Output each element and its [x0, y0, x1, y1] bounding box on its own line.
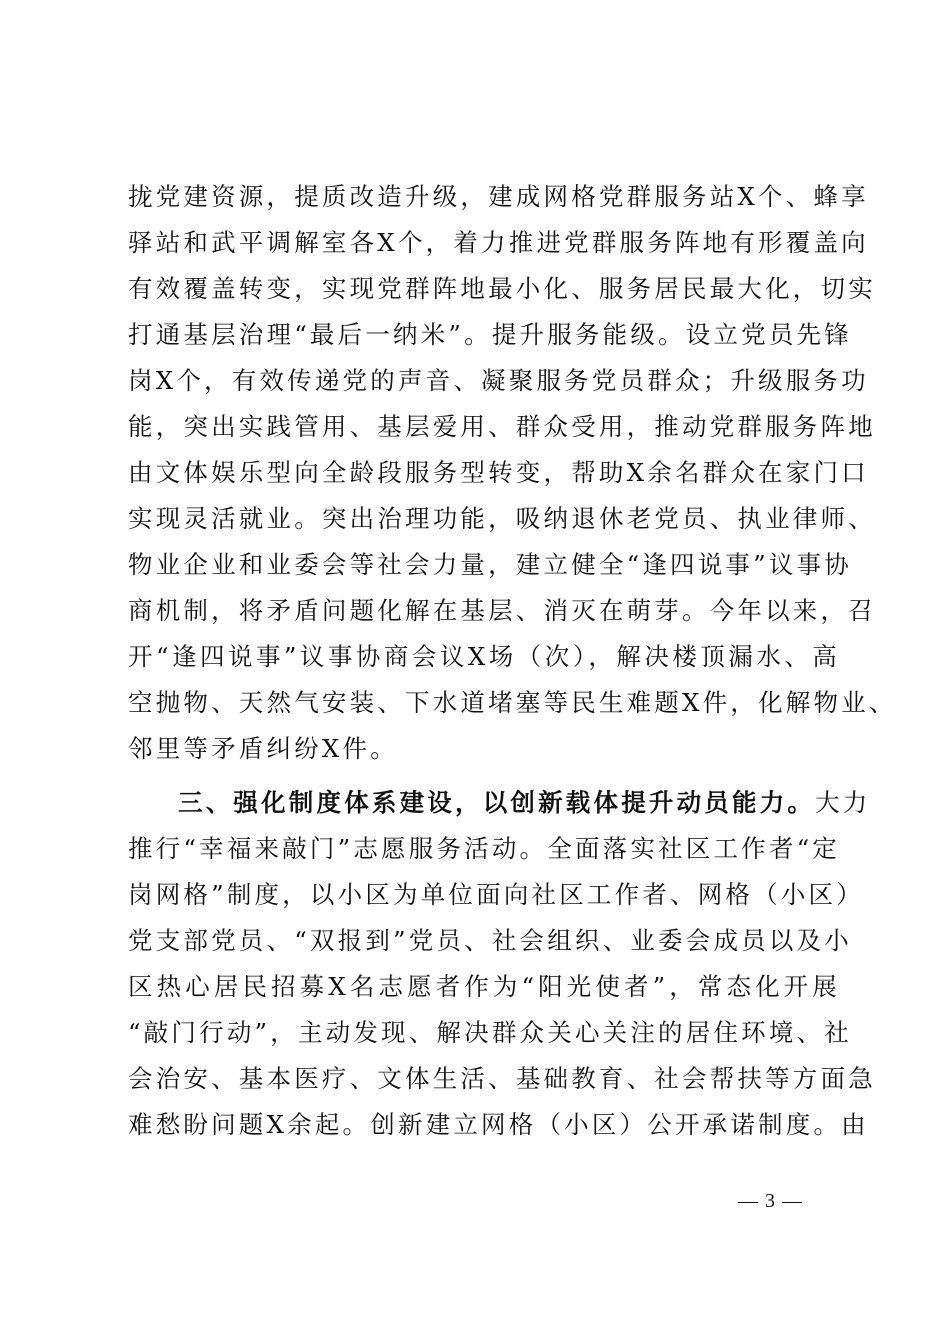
text-line: 难愁盼问题X余起。创新建立网格（小区）公开承诺制度。由 — [128, 1110, 869, 1139]
text-line: 打通基层治理“最后一纳米”。提升服务能级。设立党员先锋 — [128, 320, 852, 349]
text-line: 岗网格”制度，以小区为单位面向社区工作者、网格（小区） — [128, 880, 864, 909]
text-line: 党支部党员、“双报到”党员、社会组织、业委会成员以及小 — [128, 926, 852, 955]
text-line: “敲门行动”，主动发现、解决群众关心关注的居住环境、社 — [128, 1018, 852, 1047]
text-line: 空抛物、天然气安装、下水道堵塞等民生难题X件，化解物业、 — [128, 688, 897, 717]
text-line: 开“逢四说事”议事协商会议X场（次），解决楼顶漏水、高 — [128, 642, 840, 671]
text-line: 拢党建资源，提质改造升级，建成网格党群服务站X个、蜂享 — [128, 182, 869, 211]
text-line: 商机制，将矛盾问题化解在基层、消灭在萌芽。今年以来，召 — [128, 596, 876, 625]
text-line: 能，突出实践管用、基层爱用、群众受用，推动党群服务阵地 — [128, 412, 876, 441]
text-line: 岗X个，有效传递党的声音、凝聚服务党员群众；升级服务功 — [128, 366, 869, 395]
paragraph-resource-integration — [128, 174, 897, 772]
text-line: 邻里等矛盾纠纷X件。 — [128, 734, 398, 763]
section-heading-line — [128, 780, 871, 826]
section-heading-tail: 大力 — [815, 788, 871, 817]
text-line: 会治安、基本医疗、文体生活、基础教育、社会帮扶等方面急 — [128, 1064, 876, 1093]
text-line: 有效覆盖转变，实现党群阵地最小化、服务居民最大化，切实 — [128, 274, 876, 303]
paragraph-section-three — [128, 780, 876, 1148]
text-line: 区热心居民招募X名志愿者作为“阳光使者”，常态化开展 — [128, 972, 840, 1001]
text-line: 物业企业和业委会等社会力量，建立健全“逢四说事”议事协 — [128, 550, 852, 579]
text-line: 由文体娱乐型向全龄段服务型转变，帮助X余名群众在家门口 — [128, 458, 869, 487]
text-line: 驿站和武平调解室各X个，着力推进党群服务阵地有形覆盖向 — [128, 228, 869, 257]
section-heading: 三、强化制度体系建设，以创新载体提升动员能力。 — [178, 788, 816, 817]
page-number: — 3 — — [738, 1190, 803, 1212]
text-line: 实现灵活就业。突出治理功能，吸纳退休老党员、执业律师、 — [128, 504, 876, 533]
text-line: 推行“幸福来敲门”志愿服务活动。全面落实社区工作者“定 — [128, 834, 840, 863]
